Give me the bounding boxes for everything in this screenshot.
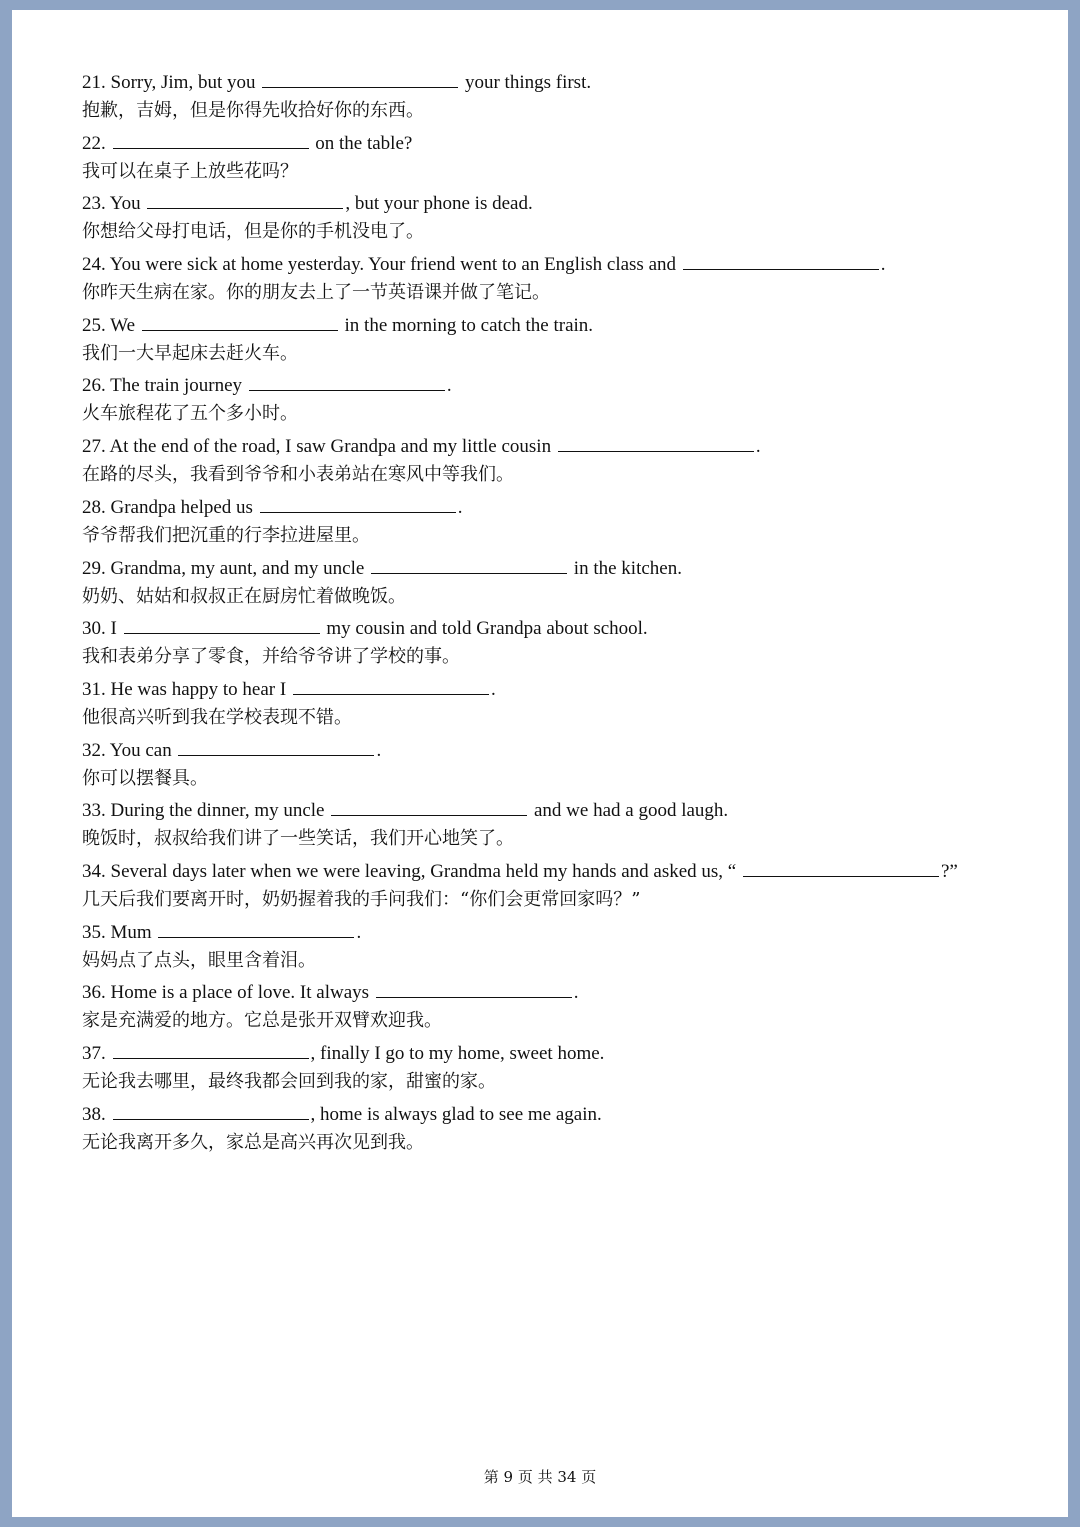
chinese-translation: 妈妈点了点头，眼里含着泪。: [82, 949, 316, 971]
sentence-end: , home is always glad to see me again.: [310, 1103, 602, 1125]
sentence-end: ?”: [940, 860, 958, 882]
sentence-start: 35. Mum: [82, 921, 152, 943]
english-sentence: [82, 982, 1042, 1004]
english-sentence: [82, 922, 1042, 944]
sentence-end: in the kitchen.: [573, 557, 682, 579]
sentence-start: 32. You can: [82, 739, 172, 761]
sentence-start: 22.: [82, 132, 106, 154]
exercise-list: [82, 72, 1042, 1164]
english-sentence: [82, 1104, 1042, 1126]
answer-blank[interactable]: [683, 254, 879, 270]
answer-blank[interactable]: [260, 497, 456, 513]
sentence-end: in the morning to catch the train.: [344, 314, 594, 336]
chinese-translation: 抱歉，吉姆，但是你得先收拾好你的东西。: [82, 100, 424, 121]
english-sentence: [82, 800, 1042, 822]
sentence-start: 26. The train journey: [82, 375, 243, 397]
sentence-start: 33. During the dinner, my uncle: [82, 800, 325, 822]
answer-blank[interactable]: [249, 375, 445, 391]
sentence-end: .: [446, 375, 452, 397]
sentence-start: 29. Grandma, my aunt, and my uncle: [82, 557, 365, 579]
sentence-end: .: [457, 496, 463, 518]
english-sentence: [82, 740, 1042, 762]
answer-blank[interactable]: [371, 558, 567, 574]
sentence-end: , finally I go to my home, sweet home.: [310, 1043, 605, 1064]
chinese-translation: 爷爷帮我们把沉重的行李拉进屋里。: [82, 524, 370, 546]
english-sentence: [82, 254, 1042, 276]
exercise-item: [82, 861, 1042, 922]
sentence-start: 30. I: [82, 618, 117, 640]
chinese-translation: 在路的尽头，我看到爷爷和小表弟站在寒风中等我们。: [82, 464, 514, 486]
sentence-end: .: [755, 436, 761, 458]
chinese-translation: 我可以在桌子上放些花吗？: [82, 160, 298, 182]
answer-blank[interactable]: [293, 679, 489, 695]
chinese-translation: 你可以摆餐具。: [82, 767, 208, 789]
exercise-item: [82, 497, 1042, 558]
exercise-item: [82, 740, 1042, 801]
exercise-item: [82, 558, 1042, 619]
answer-blank[interactable]: [158, 922, 354, 938]
sentence-start: 21. Sorry, Jim, but you: [82, 72, 256, 93]
sentence-start: 31. He was happy to hear I: [82, 678, 287, 700]
exercise-item: [82, 436, 1042, 497]
sentence-end: .: [376, 739, 382, 761]
english-sentence: [82, 315, 1042, 337]
english-sentence: [82, 375, 1042, 397]
english-sentence: [82, 436, 1042, 458]
sentence-start: 36. Home is a place of love. It always: [82, 982, 370, 1004]
document-page: [12, 10, 1068, 1517]
sentence-start: 38.: [82, 1103, 106, 1125]
chinese-translation: 家是充满爱的地方。它总是张开双臂欢迎我。: [82, 1010, 442, 1032]
exercise-item: [82, 254, 1042, 315]
sentence-start: 37.: [82, 1043, 106, 1064]
sentence-end: .: [490, 678, 496, 700]
chinese-translation: 奶奶、姑姑和叔叔正在厨房忙着做晚饭。: [82, 585, 406, 607]
english-sentence: [82, 558, 1042, 580]
exercise-item: [82, 922, 1042, 983]
chinese-translation: 火车旅程花了五个多小时。: [82, 403, 298, 425]
exercise-item: [82, 133, 1042, 194]
english-sentence: [82, 679, 1042, 701]
sentence-end: .: [880, 254, 886, 276]
exercise-item: [82, 375, 1042, 436]
sentence-start: 34. Several days later when we were leaving, Grandma held my hands and asked us, “: [82, 860, 737, 882]
sentence-end: my cousin and told Grandpa about school.: [326, 618, 648, 640]
exercise-item: [82, 1104, 1042, 1165]
english-sentence: [82, 497, 1042, 519]
answer-blank[interactable]: [142, 315, 338, 331]
answer-blank[interactable]: [743, 861, 939, 877]
chinese-translation: 我和表弟分享了零食，并给爷爷讲了学校的事。: [82, 646, 460, 668]
exercise-item: [82, 679, 1042, 740]
sentence-end: , but your phone is dead.: [345, 193, 533, 215]
chinese-translation: 我们一大早起床去赶火车。: [82, 342, 298, 364]
chinese-translation: 几天后我们要离开时，奶奶握着我的手问我们：“你们会更常回家吗？”: [82, 888, 641, 910]
sentence-end: .: [573, 982, 579, 1004]
answer-blank[interactable]: [113, 1043, 309, 1059]
exercise-item: [82, 1043, 1042, 1104]
answer-blank[interactable]: [124, 618, 320, 634]
sentence-start: 27. At the end of the road, I saw Grandpa and my little cousin: [82, 436, 552, 458]
answer-blank[interactable]: [331, 800, 527, 816]
sentence-start: 24. You were sick at home yesterday. Your friend went to an English class and: [82, 254, 677, 276]
chinese-translation: 无论我去哪里，最终我都会回到我的家，甜蜜的家。: [82, 1071, 496, 1092]
answer-blank[interactable]: [113, 1104, 309, 1120]
exercise-item: [82, 72, 1042, 133]
answer-blank[interactable]: [178, 740, 374, 756]
exercise-item: [82, 193, 1042, 254]
answer-blank[interactable]: [262, 72, 458, 88]
answer-blank[interactable]: [147, 193, 343, 209]
exercise-item: [82, 800, 1042, 861]
sentence-end: your things first.: [464, 72, 592, 93]
english-sentence: [82, 193, 1042, 215]
exercise-item: [82, 315, 1042, 376]
chinese-translation: 你昨天生病在家。你的朋友去上了一节英语课并做了笔记。: [82, 282, 550, 304]
chinese-translation: 他很高兴听到我在学校表现不错。: [82, 706, 352, 728]
sentence-start: 25. We: [82, 314, 136, 336]
exercise-item: [82, 618, 1042, 679]
chinese-translation: 晚饭时，叔叔给我们讲了一些笑话，我们开心地笑了。: [82, 828, 514, 850]
sentence-start: 28. Grandpa helped us: [82, 496, 253, 518]
page-footer: 第 9 页 共 34 页: [483, 1468, 597, 1486]
exercise-item: [82, 982, 1042, 1043]
answer-blank[interactable]: [113, 133, 309, 149]
english-sentence: [82, 72, 1042, 94]
sentence-end: .: [356, 921, 362, 943]
english-sentence: [82, 618, 1042, 640]
sentence-start: 23. You: [82, 193, 141, 215]
english-sentence: [82, 1043, 1042, 1065]
english-sentence: [82, 133, 1042, 155]
english-sentence: [82, 861, 1042, 883]
chinese-translation: 你想给父母打电话，但是你的手机没电了。: [82, 221, 424, 243]
answer-blank[interactable]: [376, 982, 572, 998]
answer-blank[interactable]: [558, 436, 754, 452]
sentence-end: on the table?: [315, 132, 413, 154]
sentence-end: and we had a good laugh.: [534, 800, 729, 822]
chinese-translation: 无论我离开多久，家总是高兴再次见到我。: [82, 1131, 424, 1153]
